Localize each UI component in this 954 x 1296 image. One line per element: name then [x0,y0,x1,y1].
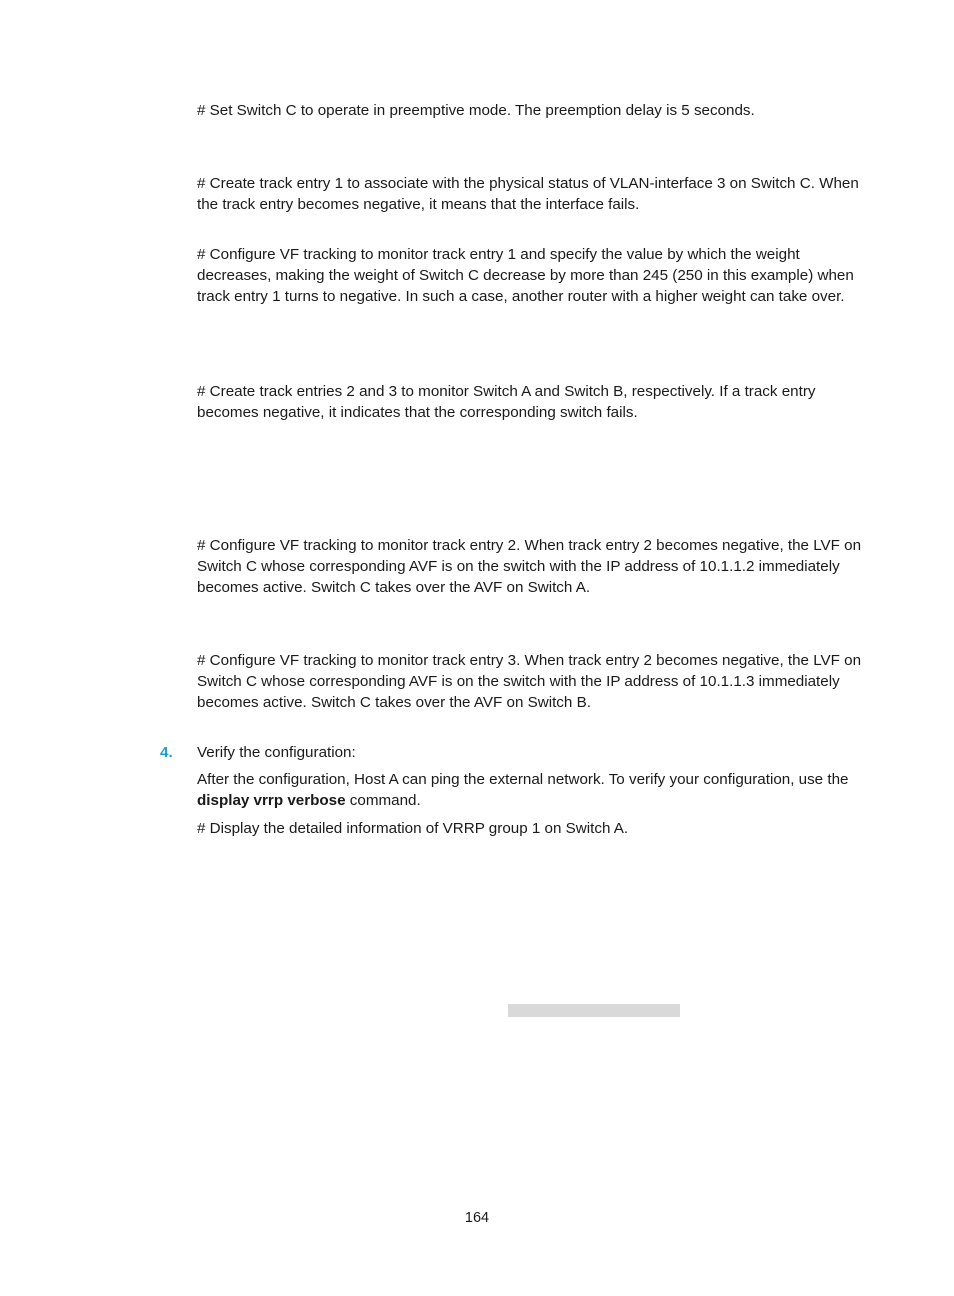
paragraph-preemptive-mode: # Set Switch C to operate in preemptive mode. The preemption delay is 5 seconds. [197,102,755,119]
step-number: 4. [160,744,173,761]
command-display-vrrp-verbose: display vrrp verbose [197,792,346,809]
paragraph-track-entries-2-3: # Create track entries 2 and 3 to monitor Switch A and Switch B, respectively. If a track entry becomes negative, it indicates that the corresponding switch fails. [197,383,816,421]
step-description [197,769,869,811]
step-description-text: After the configuration, Host A can ping the external network. To verify your configuration, use the [197,771,849,788]
paragraph-vf-tracking-entry-3: # Configure VF tracking to monitor track entry 3. When track entry 2 becomes negative, the LVF on Switch C whose corresponding AVF is on the switch with the IP address of 10.1.1.3 immediately becomes active. Switch C takes over the AVF on Switch B. [197,652,862,711]
display-note: # Display the detailed information of VRRP group 1 on Switch A. [197,820,629,837]
paragraph-track-entry-1: # Create track entry 1 to associate with the physical status of VLAN-interface 3 on Switch C. When the track entry becomes negative, it means that the interface fails. [197,175,859,213]
paragraph-vf-tracking-entry-1: # Configure VF tracking to monitor track entry 1 and specify the value by which the weight decreases, making the weight of Switch C decrease by more than 245 (250 in this example) when track entry 1 turns to negative. In such a case, another router with a higher weight can take over. [197,246,854,305]
step-title: Verify the configuration: [197,744,356,761]
gray-bar [508,1004,680,1017]
page-number: 164 [464,1210,490,1226]
step-description-suffix: command. [345,792,421,809]
paragraph-vf-tracking-entry-2: # Configure VF tracking to monitor track entry 2. When track entry 2 becomes negative, the LVF on Switch C whose corresponding AVF is on the switch with the IP address of 10.1.1.2 immediately becomes active. Switch C takes over the AVF on Switch A. [197,537,862,596]
